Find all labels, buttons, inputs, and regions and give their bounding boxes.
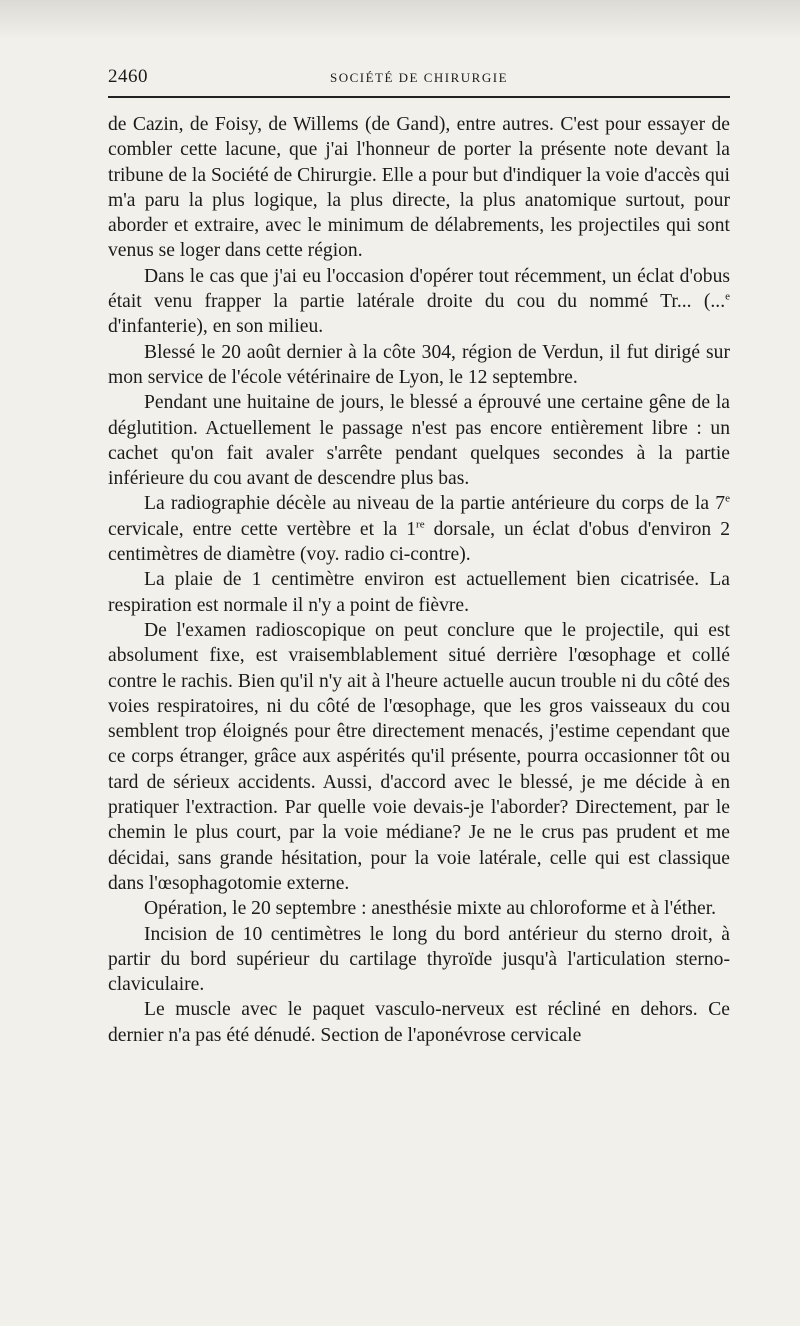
paragraph-2 — [108, 264, 730, 340]
paragraph-9: Incision de 10 centimètres le long du bord antérieur du sterno droit, à partir du bord supérieur du cartilage thyroïde jusqu'à l'articulation sterno-claviculaire. — [108, 923, 730, 996]
paragraph-5-tail: dorsale, un éclat d'obus d'environ 2 centimètres de diamètre (voy. radio ci-contre). — [108, 518, 730, 566]
paragraph-4: Pendant une huitaine de jours, le blessé a éprouvé une certaine gêne de la déglutition. Actuellement le passage n'est pas encore entièrement libre : un cachet qu'on fait avaler s'arrête pendant quelques secondes à la partie inférieure du cou avant de descendre plus bas. — [108, 392, 730, 490]
paragraph-5-text: La radiographie décèle au niveau de la partie antérieure du corps de la 7 — [144, 493, 726, 515]
paragraph-1: de Cazin, de Foisy, de Willems (de Gand), entre autres. C'est pour essayer de combler cette lacune, que j'ai l'honneur de porter la présente note devant la tribune de la Société de Chirurgie. Elle a pour but d'indiquer la voie d'accès qui m'a paru la plus logique, la plus directe, la plus anatomique surtout, pour aborder et extraire, avec le minimum de délabrements, les projectiles qui sont venus se loger dans cette région. — [108, 114, 730, 262]
paragraph-7: De l'examen radioscopique on peut conclure que le projectile, qui est absolument fixe, est vraisemblablement situé derrière l'œsophage et collé contre le rachis. Bien qu'il n'y ait à l'heure actuelle aucun trouble ni du côté des voies respiratoires, ni du côté de l'œsophage, que les gros vaisseaux du cou semblent trop éloignés pour être directement menacés, j'estime cependant que ce corps étranger, grâce aux aspérités qu'il présente, pourra occasionner tôt ou tard de sérieux accidents. Aussi, d'accord avec le blessé, je me décide à en pratiquer l'extraction. Par quelle voie devais-je l'aborder? Directement, par le chemin le plus court, par la voie médiane? Je ne le crus pas prudent et me décidai, sans grande hésitation, pour la voie latérale, celle qui est classique dans l'œsophagotomie externe. — [108, 619, 730, 894]
ordinal-superscript: e — [725, 290, 730, 303]
document-page — [108, 62, 730, 1048]
paragraph-2-text: Dans le cas que j'ai eu l'occasion d'opérer tout récemment, un éclat d'obus était venu frapper la partie latérale droite du cou du nommé Tr... (... — [108, 265, 730, 313]
scan-edge-shade — [0, 0, 800, 40]
paragraph-3: Blessé le 20 août dernier à la côte 304, région de Verdun, il fut dirigé sur mon service de l'école vétérinaire de Lyon, le 12 septembre. — [108, 341, 730, 388]
running-head: SOCIÉTÉ DE CHIRURGIE — [329, 70, 509, 85]
page-header — [108, 62, 730, 98]
ordinal-superscript: e — [725, 492, 730, 505]
paragraph-2-tail: d'infanterie), en son milieu. — [108, 316, 324, 338]
page-number: 2460 — [108, 66, 148, 87]
paragraph-10: Le muscle avec le paquet vasculo-nerveux est récliné en dehors. Ce dernier n'a pas été dénudé. Section de l'aponévrose cervicale — [108, 999, 730, 1046]
ordinal-superscript: re — [416, 518, 425, 531]
paragraph-6: La plaie de 1 centimètre environ est actuellement bien cicatrisée. La respiration est normale il n'y a point de fièvre. — [108, 569, 730, 616]
paragraph-5-mid: cervicale, entre cette vertèbre et la 1 — [108, 518, 417, 540]
paragraph-5 — [108, 491, 730, 567]
paragraph-8: Opération, le 20 septembre : anesthésie mixte au chloroforme et à l'éther. — [144, 898, 717, 920]
body-text — [108, 112, 730, 1048]
